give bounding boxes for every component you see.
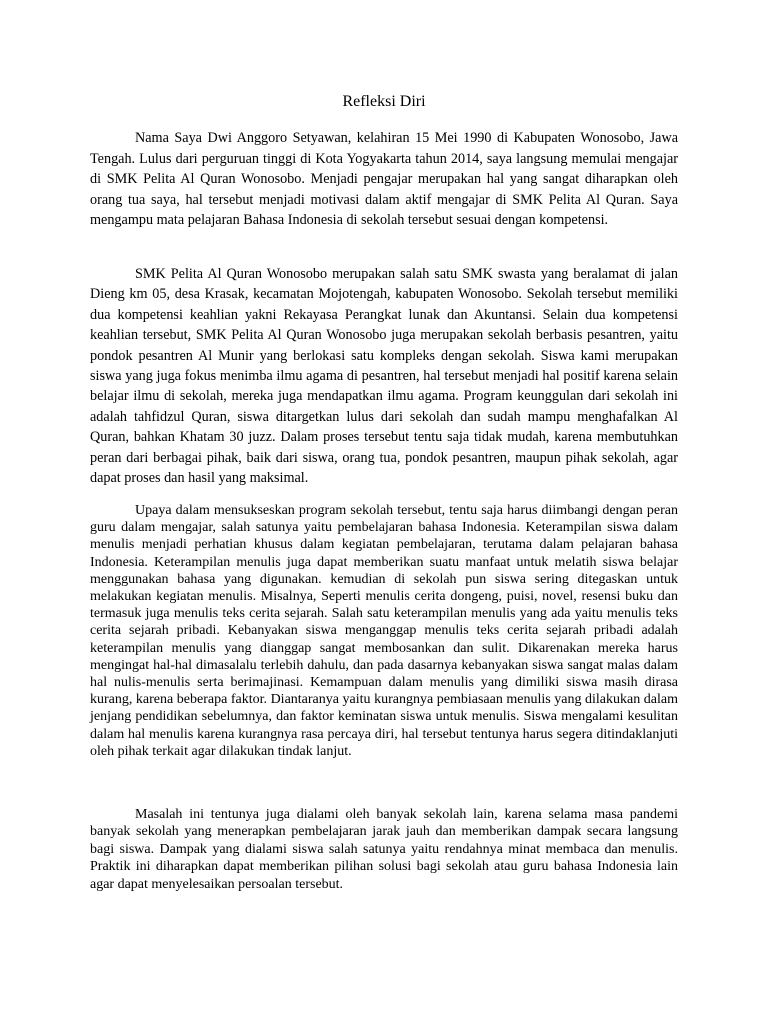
paragraph-school-profile: SMK Pelita Al Quran Wonosobo merupakan salah satu SMK swasta yang beralamat di jalan Dieng km 05, desa Krasak, kecamatan Mojotengah, kabupaten Wonosobo. Sekolah tersebut memiliki dua kompetensi keahlian yakni Rekayasa Perangkat lunak dan Akuntansi. Selain dua kompetensi keahlian tersebut, SMK Pelita Al Quran Wonosobo juga merupakan sekolah berbasis pesantren, yaitu pondok pesantren Al Munir yang berlokasi satu kompleks dengan sekolah. Siswa kami merupakan siswa yang juga fokus menimba ilmu agama di pesantren, hal tersebut menjadi hal positif karena selain belajar ilmu di sekolah, mereka juga mendapatkan ilmu agama. Program keunggulan dari sekolah ini adalah tahfidzul Quran, siswa ditargetkan lulus dari sekolah dan sudah mampu menghafalkan Al Quran, bahkan Khatam 30 juzz. Dalam proses tersebut tentu saja tidak mudah, karena membutuhkan peran dari berbagai pihak, baik dari siswa, orang tua, pondok pesantren, maupun pihak sekolah, agar dapat proses dan hasil yang maksimal. [90,266,678,487]
document-title: Refleksi Diri [342,93,426,110]
paragraph-pandemic-impact: Masalah ini tentunya juga dialami oleh banyak sekolah lain, karena selama masa pandemi banyak sekolah yang menerapkan pembelajaran jarak jauh dan memberikan dampak secara langsung bagi siswa. Dampak yang dialami siswa salah satunya yaitu rendahnya minat membaca dan menulis. Praktik ini diharapkan dapat memberikan pilihan solusi bagi sekolah atau guru bahasa Indonesia lain agar dapat menyelesaikan persoalan tersebut. [90,807,678,892]
paragraph-personal-introduction: Nama Saya Dwi Anggoro Setyawan, kelahiran 15 Mei 1990 di Kabupaten Wonosobo, Jawa Tengah. Lulus dari perguruan tinggi di Kota Yogyakarta tahun 2014, saya langsung memulai mengajar di SMK Pelita Al Quran Wonosobo. Menjadi pengajar merupakan hal yang sangat diharapkan oleh orang tua saya, hal tersebut menjadi motivasi dalam aktif mengajar di SMK Pelita Al Quran. Saya mengampu mata pelajaran Bahasa Indonesia di sekolah tersebut sesuai dengan kompetensi. [90,130,678,229]
paragraph-writing-skills-problem: Upaya dalam mensukseskan program sekolah tersebut, tentu saja harus diimbangi dengan peran guru dalam mengajar, salah satunya yaitu pembelajaran bahasa Indonesia. Keterampilan siswa dalam menulis menjadi perhatian khusus dalam kegiatan pembelajaran, terutama dalam pelajaran bahasa Indonesia. Keterampilan menulis juga dapat memberikan suatu manfaat untuk melatih siswa belajar menggunakan bahasa yang digunakan. kemudian di sekolah pun siswa sering ditegaskan untuk melakukan kegiatan menulis. Misalnya, Seperti menulis cerita dongeng, puisi, novel, resensi buku dan termasuk juga menulis teks cerita sejarah. Salah satu keterampilan menulis yang ada yaitu menulis teks cerita sejarah pribadi. Kebanyakan siswa menganggap menulis teks cerita sejarah pribadi adalah keterampilan menulis yang dianggap sangat membosankan dan sulit. Dikarenakan mereka harus mengingat hal-hal dimasalalu terlebih dahulu, dan pada dasarnya kebanyakan siswa sangat malas dalam hal nulis-menulis serta berimajinasi. Kemampuan dalam menulis yang dimiliki siswa masih dirasa kurang, karena beberapa faktor. Diantaranya yaitu kurangnya pembiasaan menulis yang dilakukan dalam jenjang pendidikan sebelumnya, dan faktor keminatan siswa untuk menulis. Siswa mengalami kesulitan dalam hal menulis karena kurangnya rasa percaya diri, hal tersebut tentunya harus segera ditindaklanjuti oleh pihak terkait agar dilakukan tindak lanjut. [90,503,678,759]
